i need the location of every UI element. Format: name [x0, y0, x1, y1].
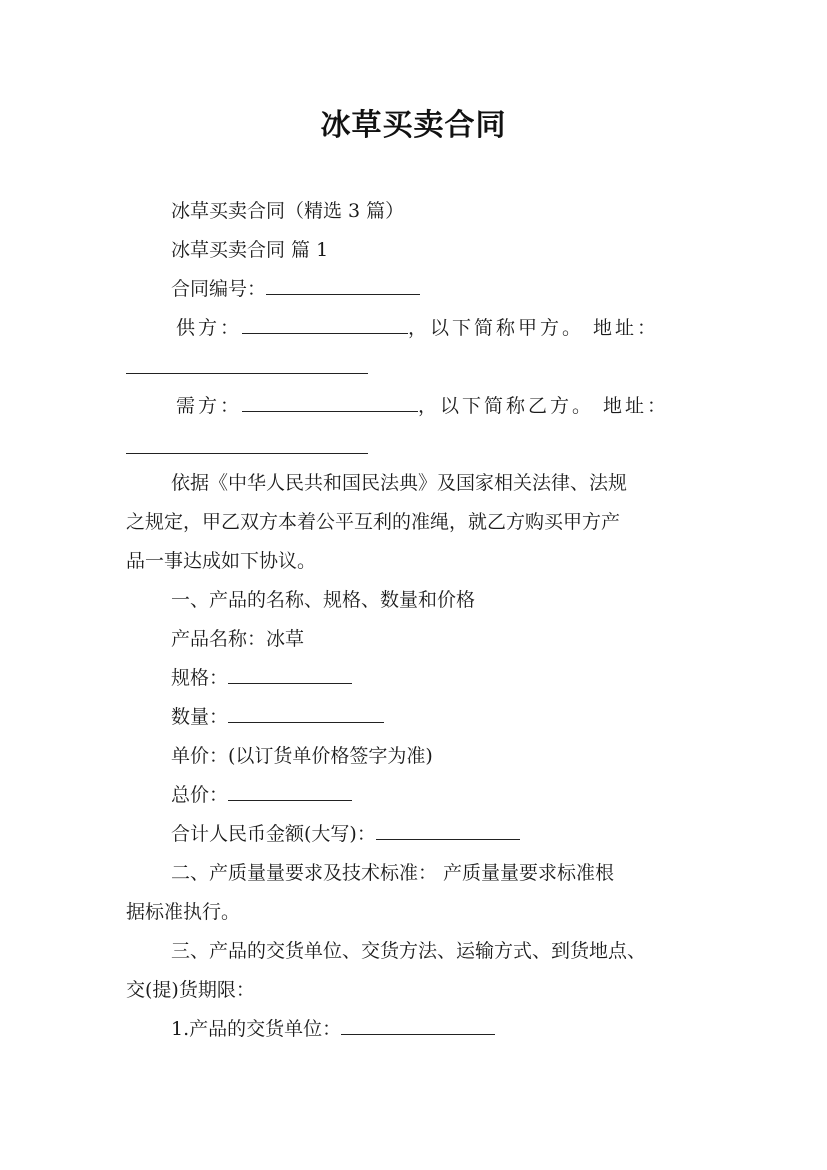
clause-1-heading: 一、产品的名称、规格、数量和价格: [171, 589, 476, 611]
clause-2-line-2: 据标准执行。: [126, 901, 241, 923]
buyer-text: ，以下简称乙方。 地址：: [418, 395, 670, 417]
quantity-blank: [228, 704, 384, 723]
supplier-name-blank: [242, 315, 408, 334]
buyer-line: [176, 393, 669, 419]
rmb-amount-line: [171, 821, 520, 847]
clause-3-line-1: 三、产品的交货单位、交货方法、运输方式、到货地点、: [171, 940, 647, 962]
unit-price-line: 单价：(以订货单价格签字为准): [171, 745, 433, 767]
rmb-amount-blank: [376, 821, 520, 840]
preamble-line-2: 之规定，甲乙双方本着公平互利的准绳，就乙方购买甲方产: [126, 511, 621, 533]
contract-number-blank: [266, 276, 420, 295]
total-price-label: 总价：: [171, 784, 229, 806]
preamble-line-3: 品一事达成如下协议。: [126, 550, 317, 572]
delivery-unit-label: 1.产品的交货单位：: [171, 1018, 342, 1040]
spec-label: 规格：: [171, 667, 229, 689]
subtitle: 冰草买卖合同（精选 3 篇）: [171, 200, 405, 222]
clause-2-line-1: 二、产质量量要求及技术标准： 产质量量要求标准根: [171, 862, 615, 884]
buyer-name-blank: [242, 393, 418, 412]
rmb-amount-label: 合计人民币金额(大写)：: [171, 823, 376, 845]
spec-blank: [228, 665, 352, 684]
buyer-address-blank: [126, 452, 368, 454]
clause-3-line-2: 交(提)货期限：: [126, 979, 255, 1001]
supplier-label: 供方：: [176, 317, 243, 339]
total-price-line: [171, 782, 352, 808]
document-title: 冰草买卖合同: [320, 108, 507, 143]
contract-number-label: 合同编号：: [171, 278, 267, 300]
product-name-line: 产品名称：冰草: [171, 628, 305, 650]
supplier-line: [176, 315, 659, 341]
buyer-label: 需方：: [176, 395, 243, 417]
section-heading: 冰草买卖合同 篇 1: [171, 239, 329, 261]
supplier-text: ，以下简称甲方。 地址：: [408, 317, 660, 339]
delivery-unit-blank: [341, 1016, 495, 1035]
quantity-line: [171, 704, 384, 730]
contract-number-line: [171, 276, 420, 302]
quantity-label: 数量：: [171, 706, 229, 728]
total-price-blank: [228, 782, 352, 801]
spec-line: [171, 665, 352, 691]
supplier-address-blank: [126, 372, 368, 374]
delivery-unit-line: [171, 1016, 495, 1042]
preamble-line-1: 依据《中华人民共和国民法典》及国家相关法律、法规: [171, 472, 628, 494]
